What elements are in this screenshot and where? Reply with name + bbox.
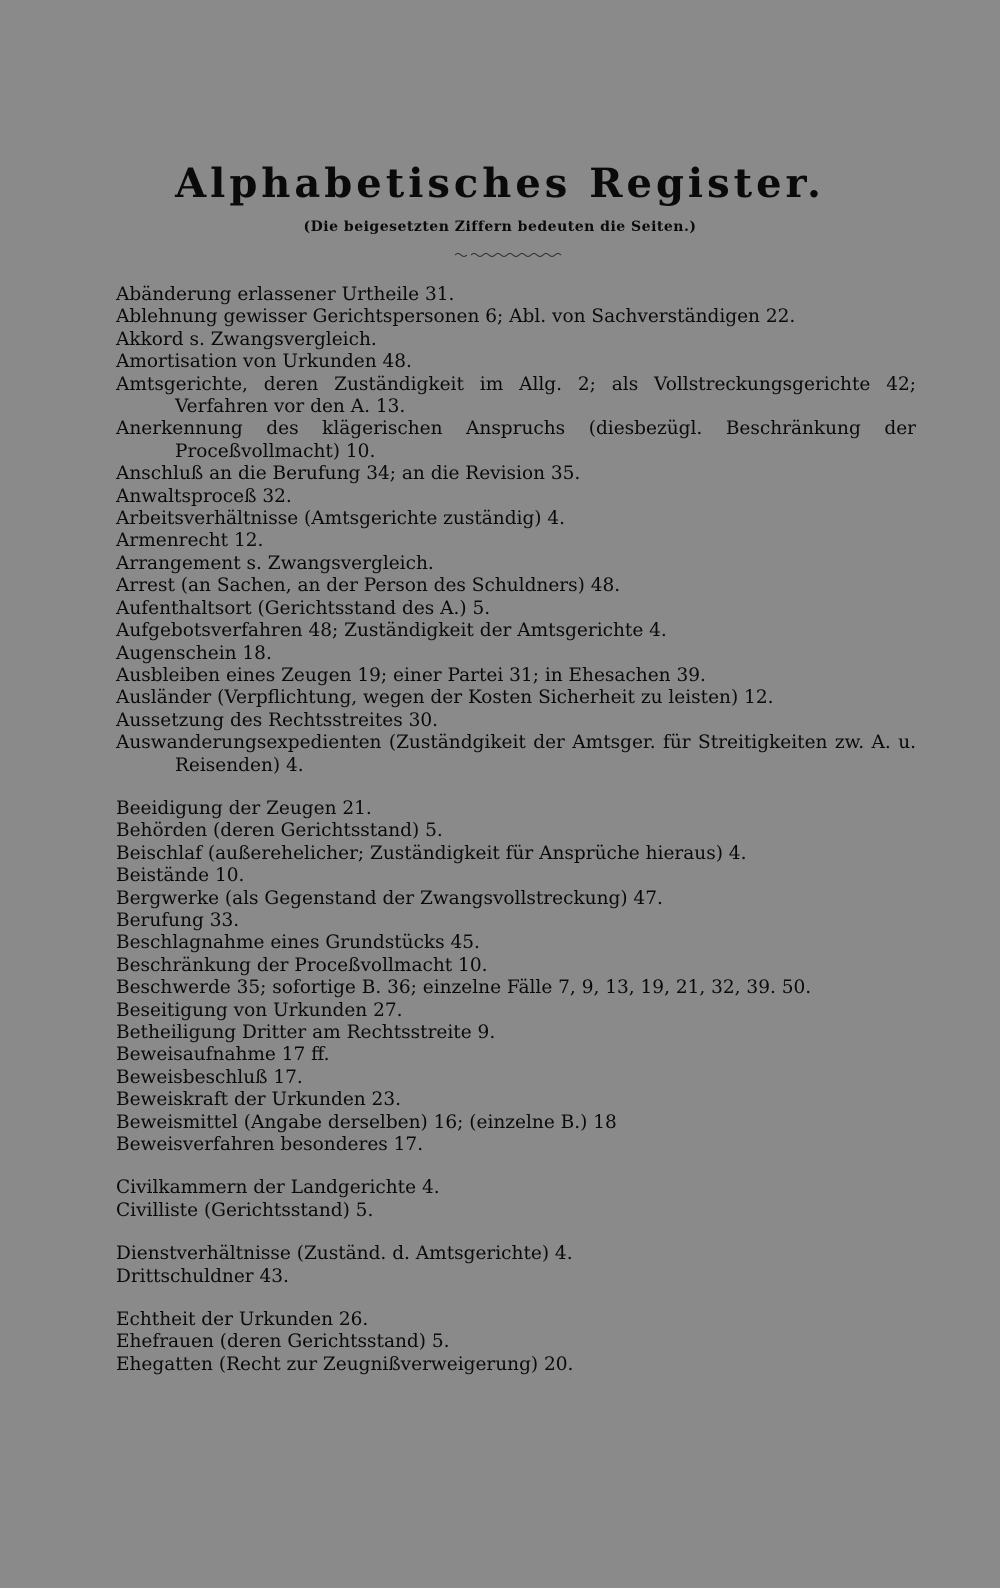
register-group-b [116,798,916,1157]
page-subtitle: (Die beigesetzten Ziffern bedeuten die Seiten.) [303,219,697,235]
register-entry: Ehegatten (Recht zur Zeugnißverweigerung) 20. [116,1353,574,1375]
register-entry: Aussetzung des Rechtsstreites 30. [116,709,439,731]
register-entry: Berufung 33. [116,909,240,931]
register-entry: Beweisverfahren besonderes 17. [116,1134,424,1156]
page-title: Alphabetisches Register. [175,160,825,207]
register-entry: Drittschuldner 43. [116,1265,289,1287]
register-entry: Aufenthaltsort (Gerichtsstand des A.) 5. [116,597,491,619]
register-entry: Aufgebotsverfahren 48; Zuständigkeit der Amtsgerichte 4. [116,620,667,642]
register-list [116,284,916,1397]
register-entry: Ehefrauen (deren Gerichtsstand) 5. [116,1331,450,1353]
register-entry: Ausländer (Verpflichtung, wegen der Kosten Sicherheit zu leisten) 12. [116,687,774,709]
register-entry: Augenschein 18. [116,642,272,664]
register-entry: Beweiskraft der Urkunden 23. [116,1089,401,1111]
register-entry: Beeidigung der Zeugen 21. [116,797,372,819]
register-entry: Amortisation von Urkunden 48. [116,351,412,373]
register-entry: Ablehnung gewisser Gerichtspersonen 6; Abl. von Sachverständigen 22. [116,306,796,328]
register-entry: Dienstverhältnisse (Zuständ. d. Amtsgerichte) 4. [116,1243,573,1265]
register-entry: Beischlaf (außerehelicher; Zuständigkeit für Ansprüche hieraus) 4. [116,842,747,864]
register-entry: Betheiligung Dritter am Rechtsstreite 9. [116,1022,496,1043]
register-entry: Beschlagnahme eines Grundstücks 45. [116,932,480,954]
register-entry: Anerkennung des klägerischen Anspruchs (diesbezügl. Beschränkung der Proceßvollmacht) 10. [116,418,916,462]
register-entry: Beschwerde 35; sofortige B. 36; einzelne Fälle 7, 9, 13, 19, 21, 32, 39. 50. [116,977,812,999]
register-entry: Ausbleiben eines Zeugen 19; einer Partei 31; in Ehesachen 39. [116,664,706,686]
register-entry: Beseitigung von Urkunden 27. [116,999,403,1021]
register-entry: Anwaltsproceß 32. [116,485,292,507]
register-entry: Echtheit der Urkunden 26. [116,1309,369,1331]
register-entry: Bergwerke (als Gegenstand der Zwangsvollstreckung) 47. [116,887,663,909]
register-entry: Abänderung erlassener Urtheile 31. [116,284,455,305]
register-entry: Beistände 10. [116,865,245,887]
register-entry: Auswanderungsexpedienten (Zuständgikeit der Amtsger. für Streitigkeiten zw. A. u. Reisenden) 4. [116,732,916,776]
register-entry: Beweisaufnahme 17 ff. [116,1044,330,1066]
register-group-a [116,284,916,777]
register-group-c [116,1177,916,1222]
register-entry: Anschluß an die Berufung 34; an die Revision 35. [116,463,581,485]
register-entry: Amtsgerichte, deren Zuständigkeit im Allg. 2; als Vollstreckungsgerichte 42; Verfahren vor den A. 13. [116,373,916,418]
register-entry: Behörden (deren Gerichtsstand) 5. [116,820,443,842]
register-entry: Armenrecht 12. [116,530,264,552]
register-entry: Arrangement s. Zwangsvergleich. [116,552,434,574]
register-group-d [116,1243,916,1288]
register-entry: Arbeitsverhältnisse (Amtsgerichte zuständig) 4. [116,508,566,530]
register-entry: Arrest (an Sachen, an der Person des Schuldners) 48. [116,575,621,597]
register-group-e [116,1309,916,1376]
register-entry: Beschränkung der Proceßvollmacht 10. [116,954,488,976]
divider-ornament-icon [455,250,563,258]
register-entry: Beweismittel (Angabe derselben) 16; (einzelne B.) 18 [116,1111,617,1133]
register-entry: Civilkammern der Landgerichte 4. [116,1177,440,1199]
register-entry: Beweisbeschluß 17. [116,1066,303,1088]
register-entry: Civilliste (Gerichtsstand) 5. [116,1199,374,1221]
register-entry: Akkord s. Zwangsvergleich. [116,328,377,350]
